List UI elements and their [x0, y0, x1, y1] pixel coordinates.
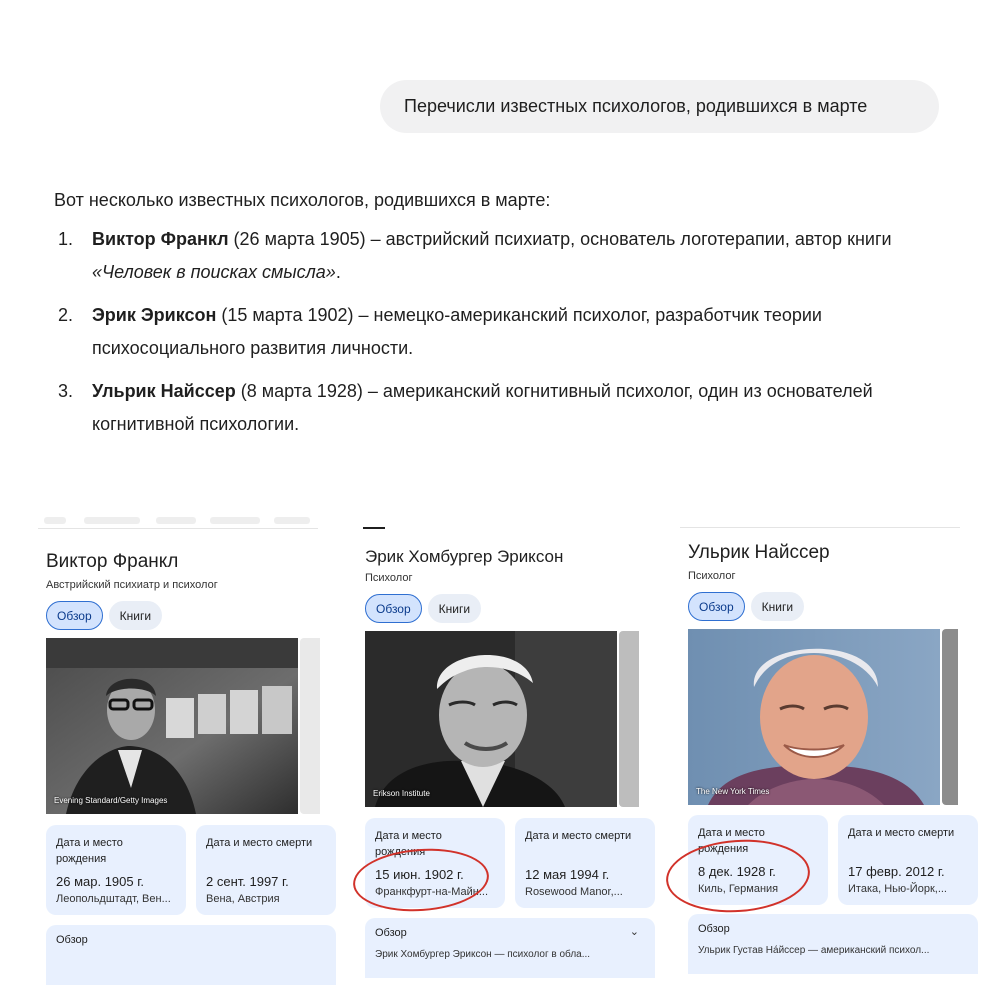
- card-subtitle: Психолог: [688, 570, 736, 582]
- overview-box[interactable]: [365, 918, 655, 978]
- list-item-text: (8 марта 1928) – американский когнитивный психолог, один из основателей когнитивной психологии.: [92, 381, 873, 434]
- card-chips: [365, 594, 481, 623]
- death-label: Дата и место смерти: [206, 837, 313, 849]
- chip-books[interactable]: Книги: [428, 594, 481, 623]
- tab-strip: [38, 515, 318, 529]
- overview-label: Обзор: [375, 927, 407, 939]
- death-date: 2 сент. 1997 г.: [206, 874, 289, 889]
- birth-place: Киль, Германия: [698, 883, 779, 895]
- overview-snippet: Эрик Хомбургер Эриксон — психолог в обла...: [375, 949, 591, 960]
- card-chips: [688, 592, 804, 621]
- overview-box[interactable]: [688, 914, 978, 974]
- list-item: [54, 375, 954, 441]
- birth-info-box[interactable]: [46, 825, 186, 915]
- death-date: 17 февр. 2012 г.: [848, 864, 945, 879]
- psychologist-list: [54, 223, 954, 441]
- answer-intro: Вот несколько известных психологов, родившихся в марте:: [54, 190, 551, 210]
- list-number: 3.: [58, 381, 74, 401]
- birth-label: Дата и место рождения: [698, 827, 765, 855]
- list-item-text-end: .: [335, 262, 341, 282]
- chip-books[interactable]: Книги: [109, 601, 162, 630]
- psychologist-name: Эрик Эриксон: [92, 305, 217, 325]
- card-title: Эрик Хомбургер Эриксон: [365, 547, 564, 566]
- birth-label: Дата и место рождения: [56, 837, 123, 865]
- photo-credit: The New York Times: [696, 787, 770, 796]
- psychologist-name: Ульрик Найссер: [92, 381, 236, 401]
- birth-date: 15 июн. 1902 г.: [375, 867, 464, 882]
- card-chips: [46, 601, 162, 630]
- death-place: Итака, Нью-Йорк,...: [848, 883, 947, 895]
- knowledge-card-frankl: [38, 515, 318, 955]
- chip-overview[interactable]: Обзор: [688, 592, 745, 621]
- overview-label: Обзор: [698, 923, 730, 935]
- birth-label: Дата и место рождения: [375, 830, 442, 858]
- chip-books[interactable]: Книги: [751, 592, 804, 621]
- chip-overview[interactable]: Обзор: [46, 601, 103, 630]
- psychologist-name: Виктор Франкл: [92, 229, 229, 249]
- knowledge-card-neisser: [680, 520, 960, 956]
- person-photo[interactable]: [365, 631, 617, 807]
- person-photo[interactable]: [688, 629, 940, 805]
- overview-snippet: Ульрик Густав На́йссер — американский психол...: [698, 945, 930, 956]
- photo-erikson-illustration: [365, 631, 617, 807]
- list-item: [54, 223, 954, 289]
- next-photo-thumb[interactable]: [619, 631, 639, 807]
- list-number: 2.: [58, 305, 74, 325]
- death-label: Дата и место смерти: [848, 827, 955, 839]
- birth-date: 8 дек. 1928 г.: [698, 864, 776, 879]
- death-label: Дата и место смерти: [525, 830, 632, 842]
- assistant-answer: [54, 184, 954, 451]
- birth-place: Леопольдштадт, Вен...: [56, 893, 171, 905]
- card-subtitle: Психолог: [365, 572, 413, 584]
- birth-info-box[interactable]: [365, 818, 505, 908]
- person-photo[interactable]: [46, 638, 298, 814]
- chevron-down-icon[interactable]: ⌄: [629, 926, 639, 938]
- death-place: Вена, Австрия: [206, 893, 280, 905]
- chip-overview[interactable]: Обзор: [365, 594, 422, 623]
- death-info-box[interactable]: [838, 815, 978, 905]
- death-date: 12 мая 1994 г.: [525, 867, 610, 882]
- list-item: [54, 299, 954, 365]
- book-title: «Человек в поисках смысла»: [92, 262, 336, 282]
- birth-info-box[interactable]: [688, 815, 828, 905]
- tab-strip: [680, 520, 960, 528]
- death-place: Rosewood Manor,...: [525, 886, 623, 898]
- photo-credit: Evening Standard/Getty Images: [54, 796, 168, 805]
- overview-box[interactable]: [46, 925, 336, 985]
- overview-label: Обзор: [56, 934, 88, 946]
- user-message-bubble: [380, 80, 939, 133]
- death-info-box[interactable]: [515, 818, 655, 908]
- user-message-text: Перечисли известных психологов, родившихся в марте: [404, 96, 868, 116]
- tab-strip: [357, 515, 637, 529]
- photo-frankl-illustration: [46, 638, 298, 814]
- next-photo-thumb[interactable]: [300, 638, 320, 814]
- card-title: Ульрик Найссер: [688, 542, 830, 563]
- death-info-box[interactable]: [196, 825, 336, 915]
- knowledge-card-erikson: [357, 515, 639, 960]
- next-photo-thumb[interactable]: [942, 629, 958, 805]
- card-subtitle: Австрийский психиатр и психолог: [46, 579, 218, 591]
- photo-credit: Erikson Institute: [373, 789, 430, 798]
- list-item-text: (15 марта 1902) – немецко-американский психолог, разработчик теории психосоциального развития личности.: [92, 305, 822, 358]
- list-item-text: (26 марта 1905) – австрийский психиатр, основатель логотерапии, автор книги: [228, 229, 892, 249]
- birth-place: Франкфурт-на-Майн...: [375, 886, 489, 898]
- card-title: Виктор Франкл: [46, 551, 179, 572]
- birth-date: 26 мар. 1905 г.: [56, 874, 144, 889]
- photo-neisser-illustration: [688, 629, 940, 805]
- list-number: 1.: [58, 229, 74, 249]
